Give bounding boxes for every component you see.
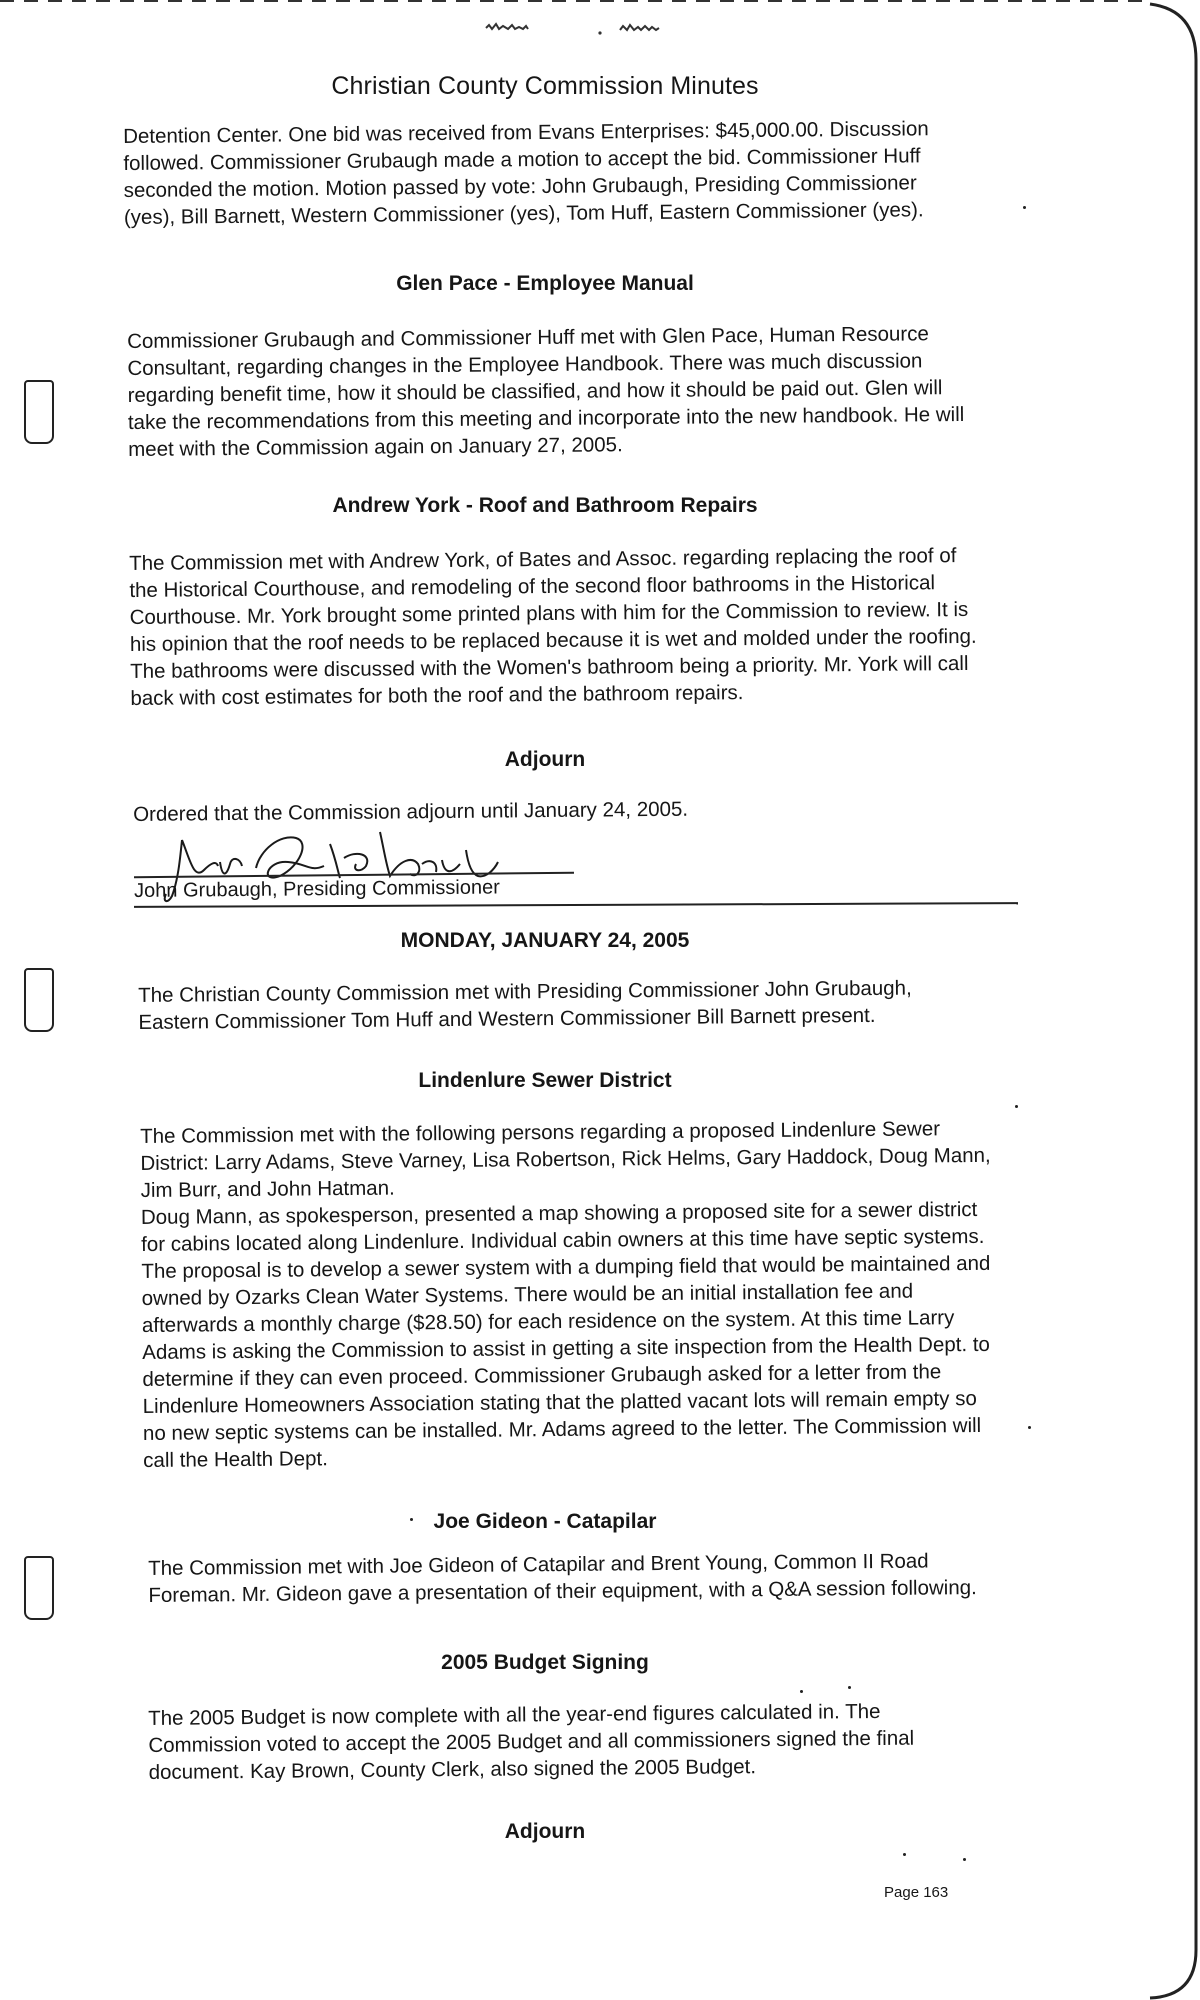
monday-text: The Christian County Commission met with Presiding Commissioner John Grubaugh, Eastern Commissioner Tom Huff and Western Commissioner Bill Barnett present.: [138, 976, 912, 1034]
scan-speck: [963, 1858, 966, 1861]
scan-speck: [800, 1690, 803, 1693]
signature-caption: [134, 874, 594, 905]
gideon-paragraph: [148, 1547, 988, 1609]
header-scan-noise: [440, 18, 740, 40]
scan-speck: [903, 1853, 906, 1856]
lindenlure-paragraph: [140, 1115, 1003, 1474]
lindenlure-text: The Commission met with the following persons regarding a proposed Lindenlure Sewer District: Larry Adams, Steve Varney, Lisa Robertson, Rick Helms, Gary Haddock, Doug Mann, Jim Burr, and John Hatman.: [140, 1117, 991, 1202]
budget-text: The 2005 Budget is now complete with all the year-end figures calculated in. The Commission voted to accept the 2005 Budget and all commissioners signed the final document. Kay Brown, County Clerk, also signed the 2005 Budget.: [148, 1699, 915, 1784]
heading-andrew-york: Andrew York - Roof and Bathroom Repairs: [332, 494, 758, 517]
opening-text: Detention Center. One bid was received from Evans Enterprises: $45,000.00. Discussion followed. Commissioner Grubaugh made a motion to accept the bid. Commissioner Huff seconded the motion. Motion passed by vote: John Grubaugh, Presiding Commissioner (yes), Bill Barnett, Western Commissioner (yes), Tom Huff, Eastern Commissioner (yes).: [123, 117, 929, 229]
heading-gideon: Joe Gideon - Catapilar: [433, 1510, 657, 1533]
monday-paragraph: [138, 974, 958, 1036]
binder-hole-bottom: [24, 1556, 54, 1620]
scan-speck: [410, 1518, 413, 1521]
glen-pace-paragraph: [127, 320, 968, 463]
scan-speck: [848, 1686, 851, 1689]
glen-pace-text: Commissioner Grubaugh and Commissioner Huff met with Glen Pace, Human Resource Consultant, regarding changes in the Employee Handbook. There was much discussion regarding benefit time, how it should be classified, and how it should be paid out. Glen will take the recommendations from this meeting and incorporate into the new handbook. He will meet with the Commission again on January 27, 2005.: [127, 322, 965, 461]
gideon-text: The Commission met with Joe Gideon of Catapilar and Brent Young, Common II Road Foreman. Mr. Gideon gave a presentation of their equipment, with a Q&A session following.: [148, 1549, 977, 1607]
heading-adjourn-2: Adjourn: [504, 1820, 586, 1843]
binder-hole-top: [24, 380, 54, 444]
lindenlure-text-2: Doug Mann, as spokesperson, presented a map showing a proposed site for a sewer district for cabins located along Lindenlure. Individual cabin owners at this time have septic systems. The proposal is to develop a sewer system with a dumping field that would be maintained and owned by Ozarks Clean Water Systems. There would be an initial installation fee and afterwards a monthly charge ($28.50) for each residence on the system. At this time Larry Adams is asking the Commission to assist in getting a site inspection from the Health Dept. to determine if they can even proceed. Commissioner Grubaugh asked for a letter from the Lindenlure Homeowners Association stating that the platted vacant lots will remain empty so no new septic systems can be installed. Mr. Adams agreed to the letter. The Commission will call the Health Dept.: [140, 1197, 991, 1472]
opening-paragraph: [123, 115, 966, 231]
binder-hole-middle: [24, 968, 54, 1032]
scan-speck: [1015, 1105, 1018, 1108]
heading-budget: 2005 Budget Signing: [441, 1651, 649, 1674]
scan-speck: [1028, 1426, 1031, 1429]
page-number: Page 163: [884, 1884, 949, 1901]
andrew-york-text: The Commission met with Andrew York, of Bates and Assoc. regarding replacing the roof of the Historical Courthouse, and remodeling of the second floor bathrooms in the Historical Courthouse. Mr. York brought some printed plans with him for the Commission to review. It is his opinion that the roof needs to be replaced because it is wet and molded under the roofing. The bathrooms were discussed with the Women's bathroom being a priority. Mr. York will call back with cost estimates for both the roof and the bathroom repairs.: [129, 544, 977, 710]
budget-paragraph: [148, 1697, 979, 1786]
signature-name: John Grubaugh, Presiding Commissioner: [134, 876, 500, 902]
heading-monday: MONDAY, JANUARY 24, 2005: [400, 929, 690, 952]
page-title: Christian County Commission Minutes: [331, 72, 759, 100]
adjourn-1-text: Ordered that the Commission adjourn until January 24, 2005.: [133, 797, 689, 826]
heading-glen-pace: Glen Pace - Employee Manual: [396, 272, 694, 295]
heading-adjourn-1: Adjourn: [504, 748, 586, 771]
andrew-york-paragraph: [129, 542, 991, 712]
heading-lindenlure: Lindenlure Sewer District: [418, 1069, 672, 1092]
scan-speck: [1023, 206, 1026, 209]
